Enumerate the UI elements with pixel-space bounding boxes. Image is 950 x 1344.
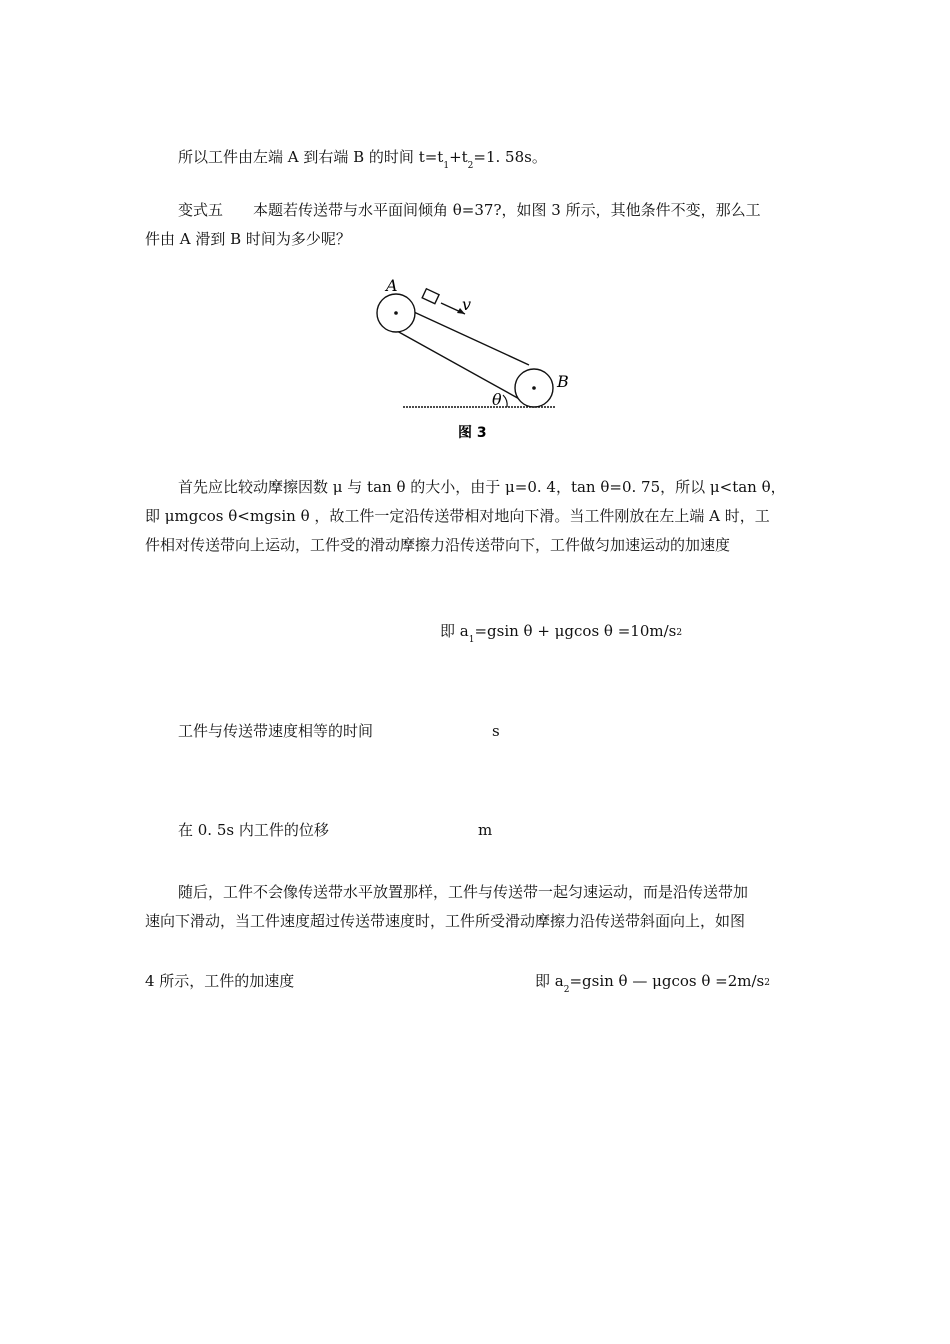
eq2-prefix: 即 a bbox=[535, 972, 564, 990]
analysis-line3: 件相对传送带向上运动，工件受的滑动摩擦力沿传送带向下，工件做匀加速运动的加速度 bbox=[145, 536, 731, 554]
subscript-2: 2 bbox=[467, 161, 474, 171]
subscript-1: 1 bbox=[443, 161, 450, 171]
time-text-plus: +t bbox=[449, 148, 468, 166]
pulley-a-axle bbox=[394, 311, 398, 315]
analysis-line1: 首先应比较动摩擦因数 μ 与 tan θ 的大小，由于 μ=0. 4，tan θ=0. 75，所以 μ<tan θ， bbox=[178, 478, 786, 496]
workpiece-block bbox=[422, 289, 439, 304]
eq2-superscript: 2 bbox=[764, 978, 770, 988]
figure-caption: 图 3 bbox=[458, 425, 487, 441]
displacement-unit: m bbox=[478, 821, 493, 839]
eq1-subscript: 1 bbox=[468, 635, 475, 645]
eq1-body: =gsin θ + μgcos θ =10m/s bbox=[474, 622, 677, 640]
label-a: A bbox=[386, 276, 398, 295]
belt-bottom bbox=[397, 331, 532, 406]
displacement-text: 在 0. 5s 内工件的位移 bbox=[178, 821, 329, 839]
variant-five-line1: 变式五 本题若传送带与水平面间倾角 θ=37?，如图 3 所示，其他条件不变，那么工 bbox=[178, 201, 761, 219]
following-line1: 随后，工件不会像传送带水平放置那样，工件与传送带一起匀速运动，而是沿传送带加 bbox=[178, 883, 749, 901]
time-text: 所以工件由左端 A 到右端 B 的时间 t=t bbox=[178, 148, 444, 166]
equation-a1 bbox=[440, 621, 682, 644]
label-theta: θ bbox=[492, 390, 502, 409]
analysis-line2: 即 μmgcos θ<mgsin θ ，故工件一定沿传送带相对地向下滑。当工件刚放在左上端 A 时，工 bbox=[145, 507, 770, 525]
pulley-b-axle bbox=[532, 386, 536, 390]
angle-arc bbox=[503, 395, 507, 407]
eq1-superscript: 2 bbox=[676, 628, 683, 638]
variant-five-line2: 件由 A 滑到 B 时间为多少呢？ bbox=[145, 230, 351, 248]
eq2-body: =gsin θ — μgcos θ =2m/s bbox=[569, 972, 765, 990]
figure-3-diagram bbox=[375, 272, 595, 448]
label-b: B bbox=[557, 372, 569, 391]
equal-speed-time-unit: s bbox=[492, 722, 500, 740]
following-line3: 4 所示，工件的加速度 bbox=[145, 972, 295, 990]
equation-a2 bbox=[535, 971, 770, 994]
time-result: =1. 58s。 bbox=[473, 148, 547, 166]
label-v: v bbox=[462, 295, 472, 314]
eq1-prefix: 即 a bbox=[440, 622, 469, 640]
paragraph-time-total bbox=[178, 147, 547, 170]
following-line2: 速向下滑动，当工件速度超过传送带速度时，工件所受滑动摩擦力沿传送带斜面向上，如图 bbox=[145, 912, 746, 930]
eq2-subscript: 2 bbox=[563, 985, 570, 995]
equal-speed-time-text: 工件与传送带速度相等的时间 bbox=[178, 722, 374, 740]
